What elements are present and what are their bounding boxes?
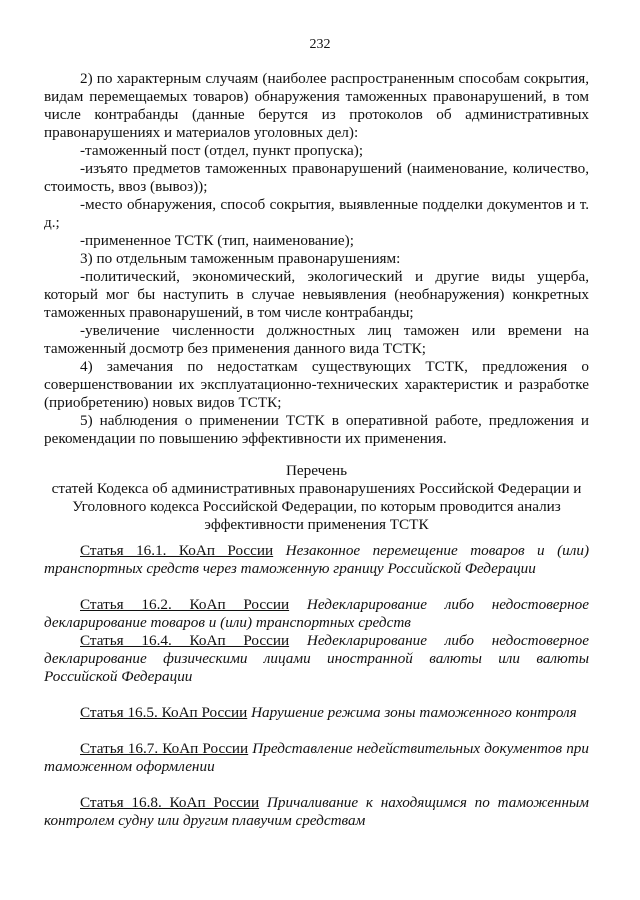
article-entry: [44, 632, 589, 686]
spacer: [44, 686, 589, 704]
article-description: Недекларирование либо недостоверное декларирование товаров и (или) транспортных средств: [44, 596, 589, 631]
article-entry: [44, 794, 589, 830]
article-description: Недекларирование либо недостоверное декларирование физическими лицами иностранной валюты или валюты Российской Федерации: [44, 632, 589, 685]
paragraph: 4) замечания по недостаткам существующих ТСТК, предложения о совершенствовании их эксплуатационно-технических характеристик и разработке (приобретению) новых видов ТСТК;: [44, 358, 589, 411]
article-reference: Статья 16.8. КоАп России: [80, 794, 260, 811]
paragraph: -изъято предметов таможенных правонарушений (наименование, количество, стоимость, ввоз (вывоз));: [44, 160, 589, 195]
heading-subtitle: статей Кодекса об административных правонарушениях Российской Федерации и Уголовного кодекса Российской Федерации, по которым проводится анализ эффективности применения ТСТК: [51, 480, 582, 533]
page-number: 232: [309, 37, 331, 52]
paragraph: -таможенный пост (отдел, пункт пропуска);: [80, 142, 364, 159]
paragraph: -политический, экономический, экологический и другие виды ущерба, который мог бы наступить в случае невыявления (необнаружения) конкретных таможенных правонарушений, в том числе контрабанды;: [44, 268, 589, 321]
article-description: Представление недействительных документов при таможенном оформлении: [44, 740, 589, 775]
article-reference: Статья 16.2. КоАп России: [80, 596, 290, 613]
article-description: Нарушение режима зоны таможенного контроля: [251, 704, 577, 721]
article-reference: Статья 16.1. КоАп России: [80, 542, 274, 559]
body-text: [44, 70, 589, 448]
spacer: [44, 776, 589, 794]
paragraph: 3) по отдельным таможенным правонарушениям:: [80, 250, 401, 267]
spacer: [44, 578, 589, 596]
spacer: [44, 722, 589, 740]
list-heading: [44, 462, 589, 534]
paragraph: -место обнаружения, способ сокрытия, выявленные подделки документов и т. д.;: [44, 196, 589, 231]
paragraph: 2) по характерным случаям (наиболее распространенным способам сокрытия, видам перемещаемых товаров) обнаружения таможенных правонарушений, в том числе контрабанды (данные берутся из протоколов об административных правонарушениях и материалов уголовных дел):: [44, 70, 589, 141]
article-entry: [44, 542, 589, 578]
article-entry: [44, 596, 589, 632]
articles-list: [44, 542, 589, 830]
heading-title: Перечень: [285, 462, 348, 479]
paragraph: -примененное ТСТК (тип, наименование);: [80, 232, 354, 249]
article-reference: Статья 16.4. КоАп России: [80, 632, 290, 649]
article-entry: [44, 704, 589, 722]
article-reference: Статья 16.5. КоАп России: [80, 704, 248, 721]
article-reference: Статья 16.7. КоАп России: [80, 740, 249, 757]
article-description: Незаконное перемещение товаров и (или) транспортных средств через таможенную границу Российской Федерации: [44, 542, 590, 577]
paragraph: 5) наблюдения о применении ТСТК в оперативной работе, предложения и рекомендации по повышению эффективности их применения.: [44, 412, 589, 447]
paragraph: -увеличение численности должностных лиц таможен или времени на таможенный досмотр без применения данного вида ТСТК;: [44, 322, 589, 357]
article-description: Причаливание к находящимся по таможенным контролем судну или другим плавучим средствам: [44, 794, 589, 829]
article-entry: [44, 740, 589, 776]
